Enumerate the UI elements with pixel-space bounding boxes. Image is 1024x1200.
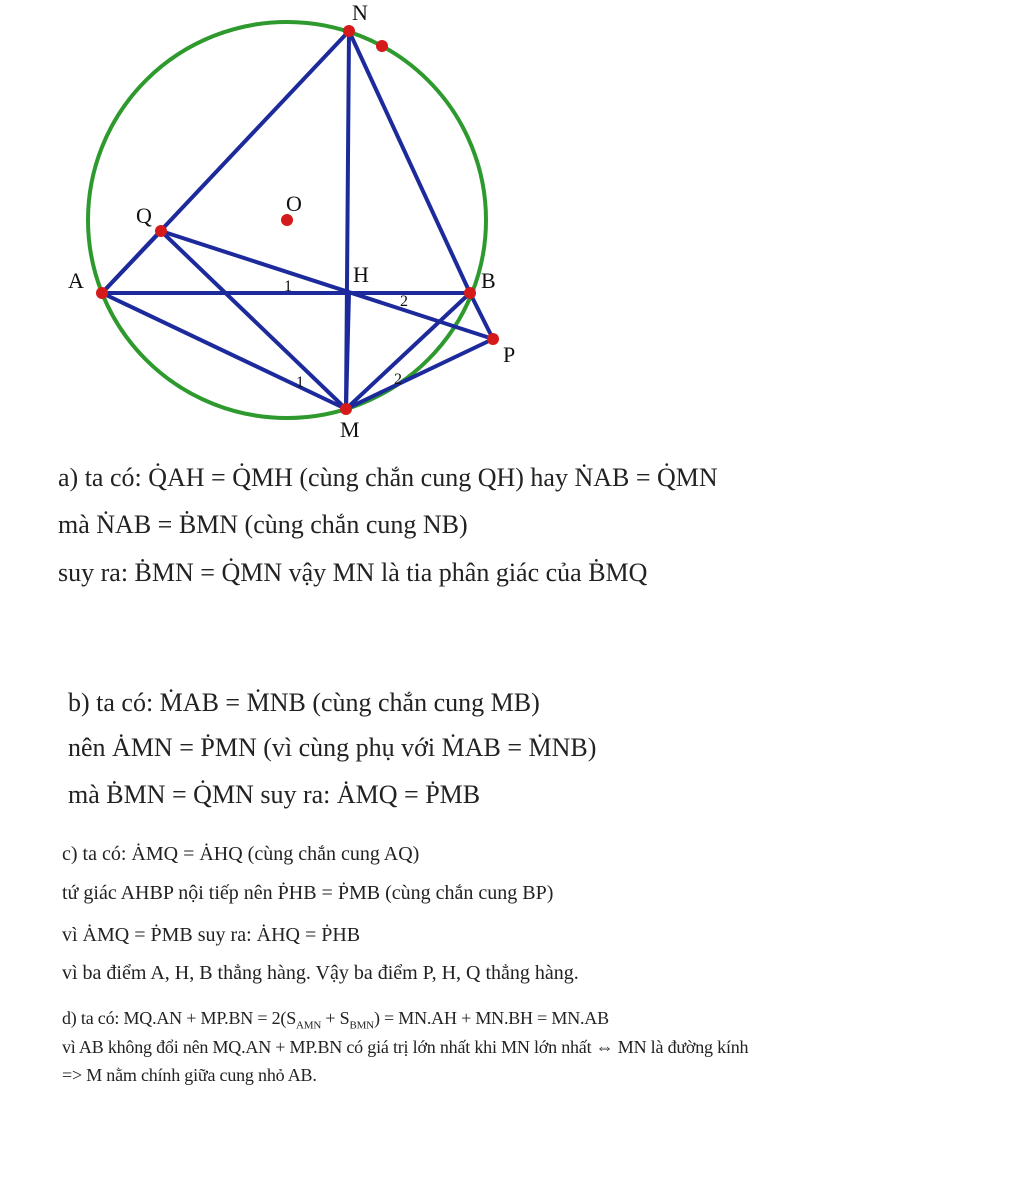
part-c-line2: tứ giác AHBP nội tiếp nên ṖHB = ṖMB (cùng chắn cung BP) bbox=[62, 882, 554, 904]
segment-qp bbox=[161, 231, 493, 339]
point-extra bbox=[376, 40, 388, 52]
label-p: P bbox=[503, 342, 516, 367]
angle-mark-m2: 2 bbox=[394, 371, 402, 388]
part-d-line1-pre: d) ta có: MQ.AN + MP.BN = 2(S bbox=[62, 1008, 297, 1028]
part-a-line2: mà ṄAB = ḂMN (cùng chắn cung NB) bbox=[58, 510, 468, 539]
segment-aq bbox=[102, 231, 161, 293]
point-m bbox=[340, 403, 352, 415]
segment-mp bbox=[346, 339, 493, 409]
angle-mark-h2: 2 bbox=[400, 293, 408, 310]
label-q: Q bbox=[136, 203, 152, 228]
point-p bbox=[487, 333, 499, 345]
part-d-sub-bmn: BMN bbox=[349, 1019, 374, 1032]
point-a bbox=[96, 287, 108, 299]
angle-mark-m1: 1 bbox=[296, 374, 304, 391]
part-c-line4: vì ba điểm A, H, B thẳng hàng. Vậy ba điểm P, H, Q thẳng hàng. bbox=[62, 962, 579, 984]
part-d-line1-post: ) = MN.AH + MN.BH = MN.AB bbox=[373, 1008, 609, 1028]
label-o: O bbox=[286, 191, 302, 216]
label-n: N bbox=[352, 0, 368, 25]
geometry-figure bbox=[0, 0, 540, 450]
part-d-line1 bbox=[62, 1008, 609, 1032]
part-a-line3: suy ra: ḂMN = Q̇MN vậy MN là tia phân giác của ḂMQ bbox=[58, 558, 648, 587]
label-m: M bbox=[340, 417, 360, 442]
part-d-line3: => M nằm chính giữa cung nhỏ AB. bbox=[62, 1065, 317, 1085]
point-q bbox=[155, 225, 167, 237]
label-b: B bbox=[481, 268, 496, 293]
point-b bbox=[464, 287, 476, 299]
label-a: A bbox=[68, 268, 84, 293]
part-b-line1: b) ta có: ṀAB = ṀNB (cùng chắn cung MB) bbox=[68, 688, 540, 717]
part-b-line3: mà ḂMN = Q̇MN suy ra: ȦMQ = ṖMB bbox=[68, 780, 481, 809]
part-c-line1: c) ta có: ȦMQ = ȦHQ (cùng chắn cung AQ) bbox=[62, 843, 420, 865]
part-d-line1-mid: + S bbox=[321, 1008, 350, 1028]
angle-mark-h1: 1 bbox=[284, 278, 292, 295]
part-c-line3: vì ȦMQ = ṖMB suy ra: ȦHQ = ṖHB bbox=[62, 924, 361, 946]
segment-nb bbox=[349, 31, 470, 293]
part-d-sub-amn: AMN bbox=[296, 1019, 322, 1032]
part-b-line2: nên ȦMN = ṖMN (vì cùng phụ với ṀAB = ṀNB) bbox=[68, 733, 597, 762]
part-d-line2: vì AB không đổi nên MQ.AN + MP.BN có giá trị lớn nhất khi MN lớn nhất ⇔ MN là đường kính bbox=[62, 1037, 749, 1057]
segment-qm bbox=[161, 231, 346, 409]
point-n bbox=[343, 25, 355, 37]
part-a-line1: a) ta có: Q̇AH = Q̇MH (cùng chắn cung QH) hay ṄAB = Q̇MN bbox=[58, 463, 718, 492]
label-h: H bbox=[353, 262, 369, 287]
